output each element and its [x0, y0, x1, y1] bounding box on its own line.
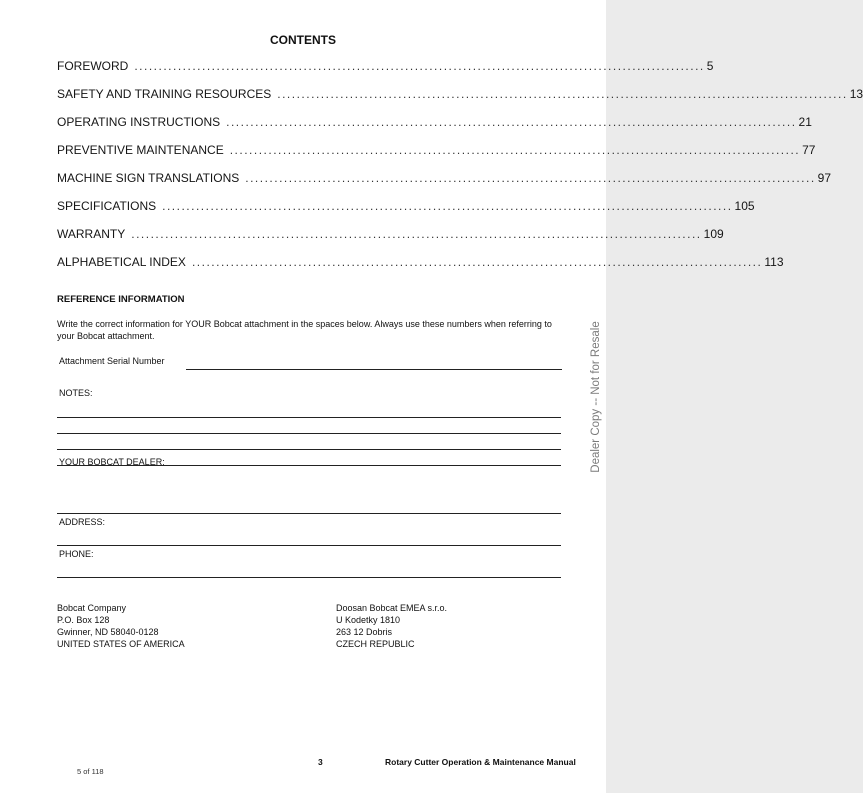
toc-entry-specifications[interactable] [57, 199, 755, 215]
toc-page-number: 113 [764, 255, 784, 269]
address-line-text: Bobcat Company [57, 603, 127, 613]
address-label: ADDRESS: [59, 517, 106, 527]
serial-number-line [186, 369, 562, 370]
toc-leader-dots: ...................................................................................................................... [229, 143, 801, 157]
toc-leader-dots: ...................................................................................................................... [131, 227, 702, 241]
address-line-text: 263 12 Dobris [336, 627, 393, 637]
address-line [57, 545, 561, 546]
address-line-text: UNITED STATES OF AMERICA [57, 639, 185, 649]
address-line-text: CZECH REPUBLIC [336, 639, 415, 649]
reference-instructions: Write the correct information for YOUR Bobcat attachment in the spaces below. Always use these numbers when referring to your Bobcat attachment. [57, 319, 552, 341]
toc-page-number: 13 [849, 87, 863, 101]
toc-label: SAFETY AND TRAINING RESOURCES [57, 87, 272, 101]
toc-leader-dots: ...................................................................................................................... [134, 59, 705, 73]
toc-entry-operating[interactable] [57, 115, 812, 131]
eu-address-block [336, 602, 447, 650]
toc-label: MACHINE SIGN TRANSLATIONS [57, 171, 240, 185]
notes-label: NOTES: [59, 388, 93, 398]
toc-leader-dots: ...................................................................................................................... [245, 171, 816, 185]
dealer-line [57, 513, 561, 514]
toc-label: FOREWORD [57, 59, 129, 73]
toc-page-number: 5 [706, 59, 714, 73]
phone-label: PHONE: [59, 549, 94, 559]
notes-line [57, 417, 561, 418]
dealer-label: YOUR BOBCAT DEALER: [59, 457, 165, 467]
page-number: 3 [318, 757, 323, 767]
notes-line [57, 433, 561, 434]
toc-page-number: 97 [817, 171, 832, 185]
toc-entry-maintenance[interactable] [57, 143, 816, 159]
toc-page-number: 21 [798, 115, 812, 129]
pdf-page-indicator: 5 of 118 [77, 767, 104, 776]
reference-heading: REFERENCE INFORMATION [57, 294, 185, 305]
manual-title: Rotary Cutter Operation & Maintenance Manual [385, 757, 576, 767]
toc-page-number: 105 [734, 199, 755, 213]
toc-entry-index[interactable] [57, 255, 784, 271]
toc-label: ALPHABETICAL INDEX [57, 255, 186, 269]
toc-label: WARRANTY [57, 227, 126, 241]
toc-label: OPERATING INSTRUCTIONS [57, 115, 221, 129]
us-address-block [57, 602, 185, 650]
toc-entry-warranty[interactable] [57, 227, 724, 243]
toc-label: SPECIFICATIONS [57, 199, 157, 213]
toc-page-number: 77 [802, 143, 816, 157]
dealer-copy-watermark: Dealer Copy -- Not for Resale [590, 321, 602, 473]
toc-entry-foreword[interactable] [57, 59, 714, 75]
address-line-text: Doosan Bobcat EMEA s.r.o. [336, 603, 448, 613]
notes-line [57, 449, 561, 450]
toc-leader-dots: ...................................................................................................................... [226, 115, 797, 129]
address-line-text: U Kodetky 1810 [336, 615, 401, 625]
serial-number-label: Attachment Serial Number [59, 356, 165, 366]
toc-leader-dots: ...................................................................................................................... [191, 255, 763, 269]
toc-label: PREVENTIVE MAINTENANCE [57, 143, 224, 157]
phone-line [57, 577, 561, 578]
toc-page-number: 109 [703, 227, 724, 241]
address-line-text: P.O. Box 128 [57, 615, 110, 625]
toc-entry-machine-signs[interactable] [57, 171, 832, 187]
toc-entry-safety[interactable] [57, 87, 863, 103]
address-line-text: Gwinner, ND 58040-0128 [57, 627, 159, 637]
toc-leader-dots: ...................................................................................................................... [162, 199, 733, 213]
toc-leader-dots: ...................................................................................................................... [277, 87, 848, 101]
page-title: CONTENTS [270, 33, 336, 47]
